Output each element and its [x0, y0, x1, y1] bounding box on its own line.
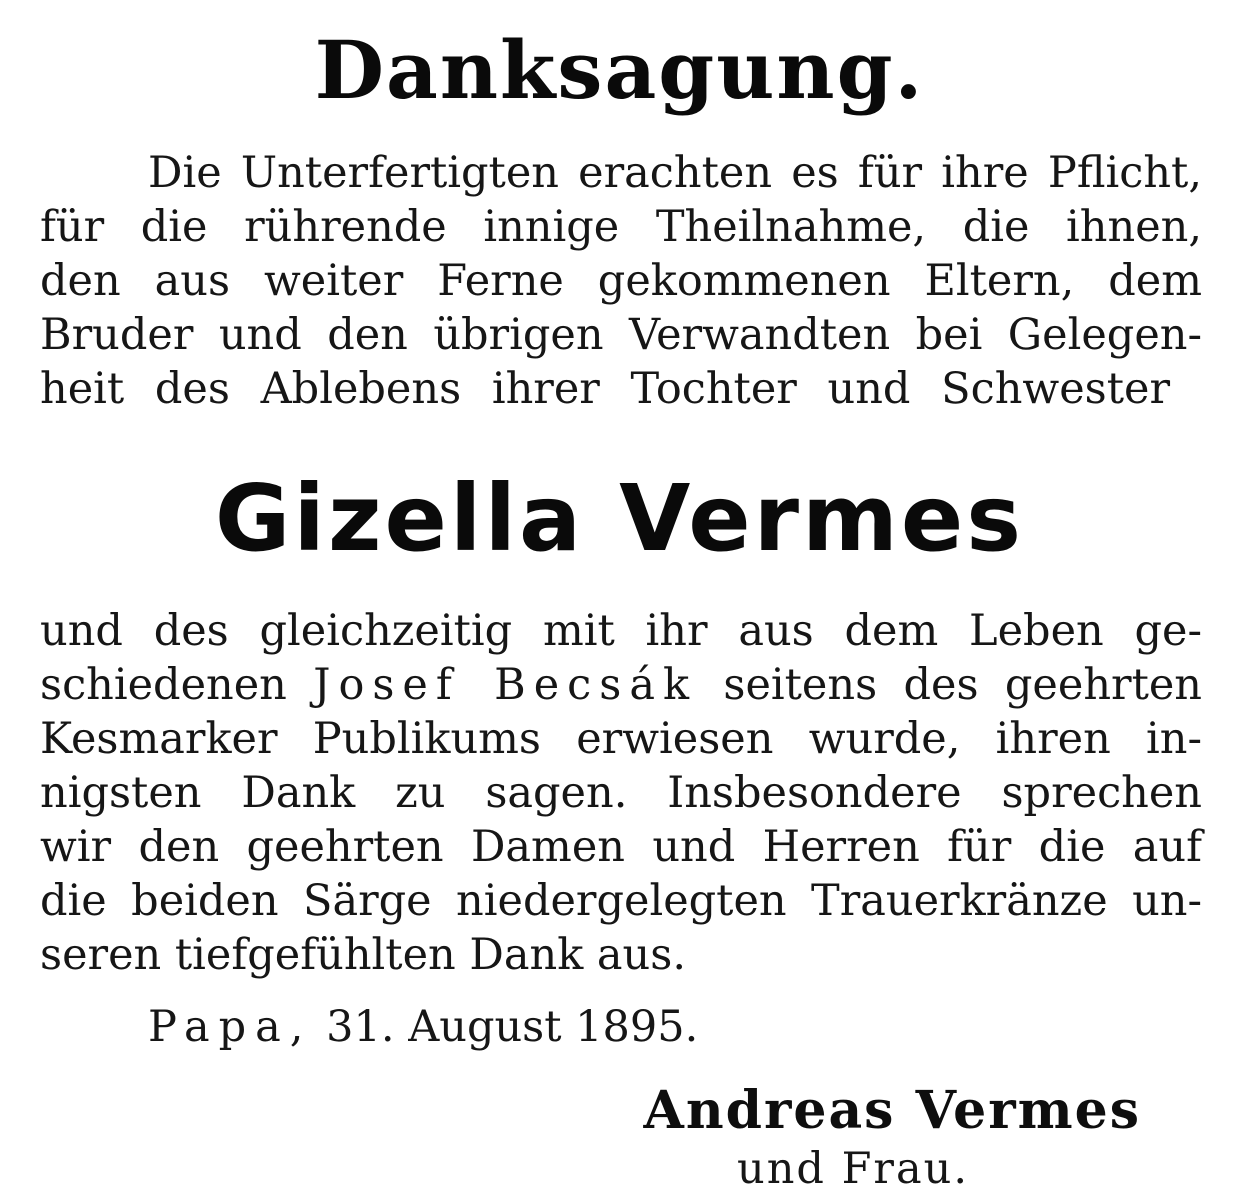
- paragraph1-line: den aus weiter Ferne gekommenen Eltern, dem: [40, 256, 1202, 306]
- paragraph2-line: die beiden Särge niedergelegten Trauerkränze un-: [40, 876, 1202, 926]
- second-deceased-name: Josef Becsák: [313, 660, 698, 710]
- paragraph1-line: Die Unterfertigten erachten es für ihre Pflicht,: [148, 148, 1202, 198]
- deceased-name: Gizella Vermes: [214, 465, 1025, 572]
- paragraph2-text: seitens des geehrten: [723, 660, 1202, 710]
- paragraph2-line: Kesmarker Publikums erwiesen wurde, ihren in-: [40, 714, 1202, 764]
- paragraph2-line: [40, 658, 1202, 712]
- paragraph2-line: seren tiefgefühlten Dank aus.: [40, 930, 686, 980]
- paragraph2-line: wir den geehrten Damen und Herren für die auf: [40, 822, 1202, 872]
- paragraph2-text: schiedenen: [40, 660, 287, 710]
- dateline: [148, 1000, 698, 1054]
- paragraph1-line: heit des Ablebens ihrer Tochter und Schwester: [40, 364, 1170, 414]
- notice-title: Danksagung.: [314, 23, 925, 117]
- dateline-place: Papa,: [148, 1002, 313, 1052]
- paragraph2-line: nigsten Dank zu sagen. Insbesondere sprechen: [40, 768, 1202, 818]
- paragraph1-line: Bruder und den übrigen Verwandten bei Gelegen-: [40, 310, 1202, 360]
- paragraph2-line: und des gleichzeitig mit ihr aus dem Leben ge-: [40, 606, 1202, 656]
- signature-suffix: und Frau.: [737, 1144, 969, 1194]
- dateline-date: 31. August 1895.: [326, 1002, 699, 1052]
- paragraph1-line: für die rührende innige Theilnahme, die ihnen,: [40, 202, 1202, 252]
- signature-name: Andreas Vermes: [643, 1080, 1141, 1141]
